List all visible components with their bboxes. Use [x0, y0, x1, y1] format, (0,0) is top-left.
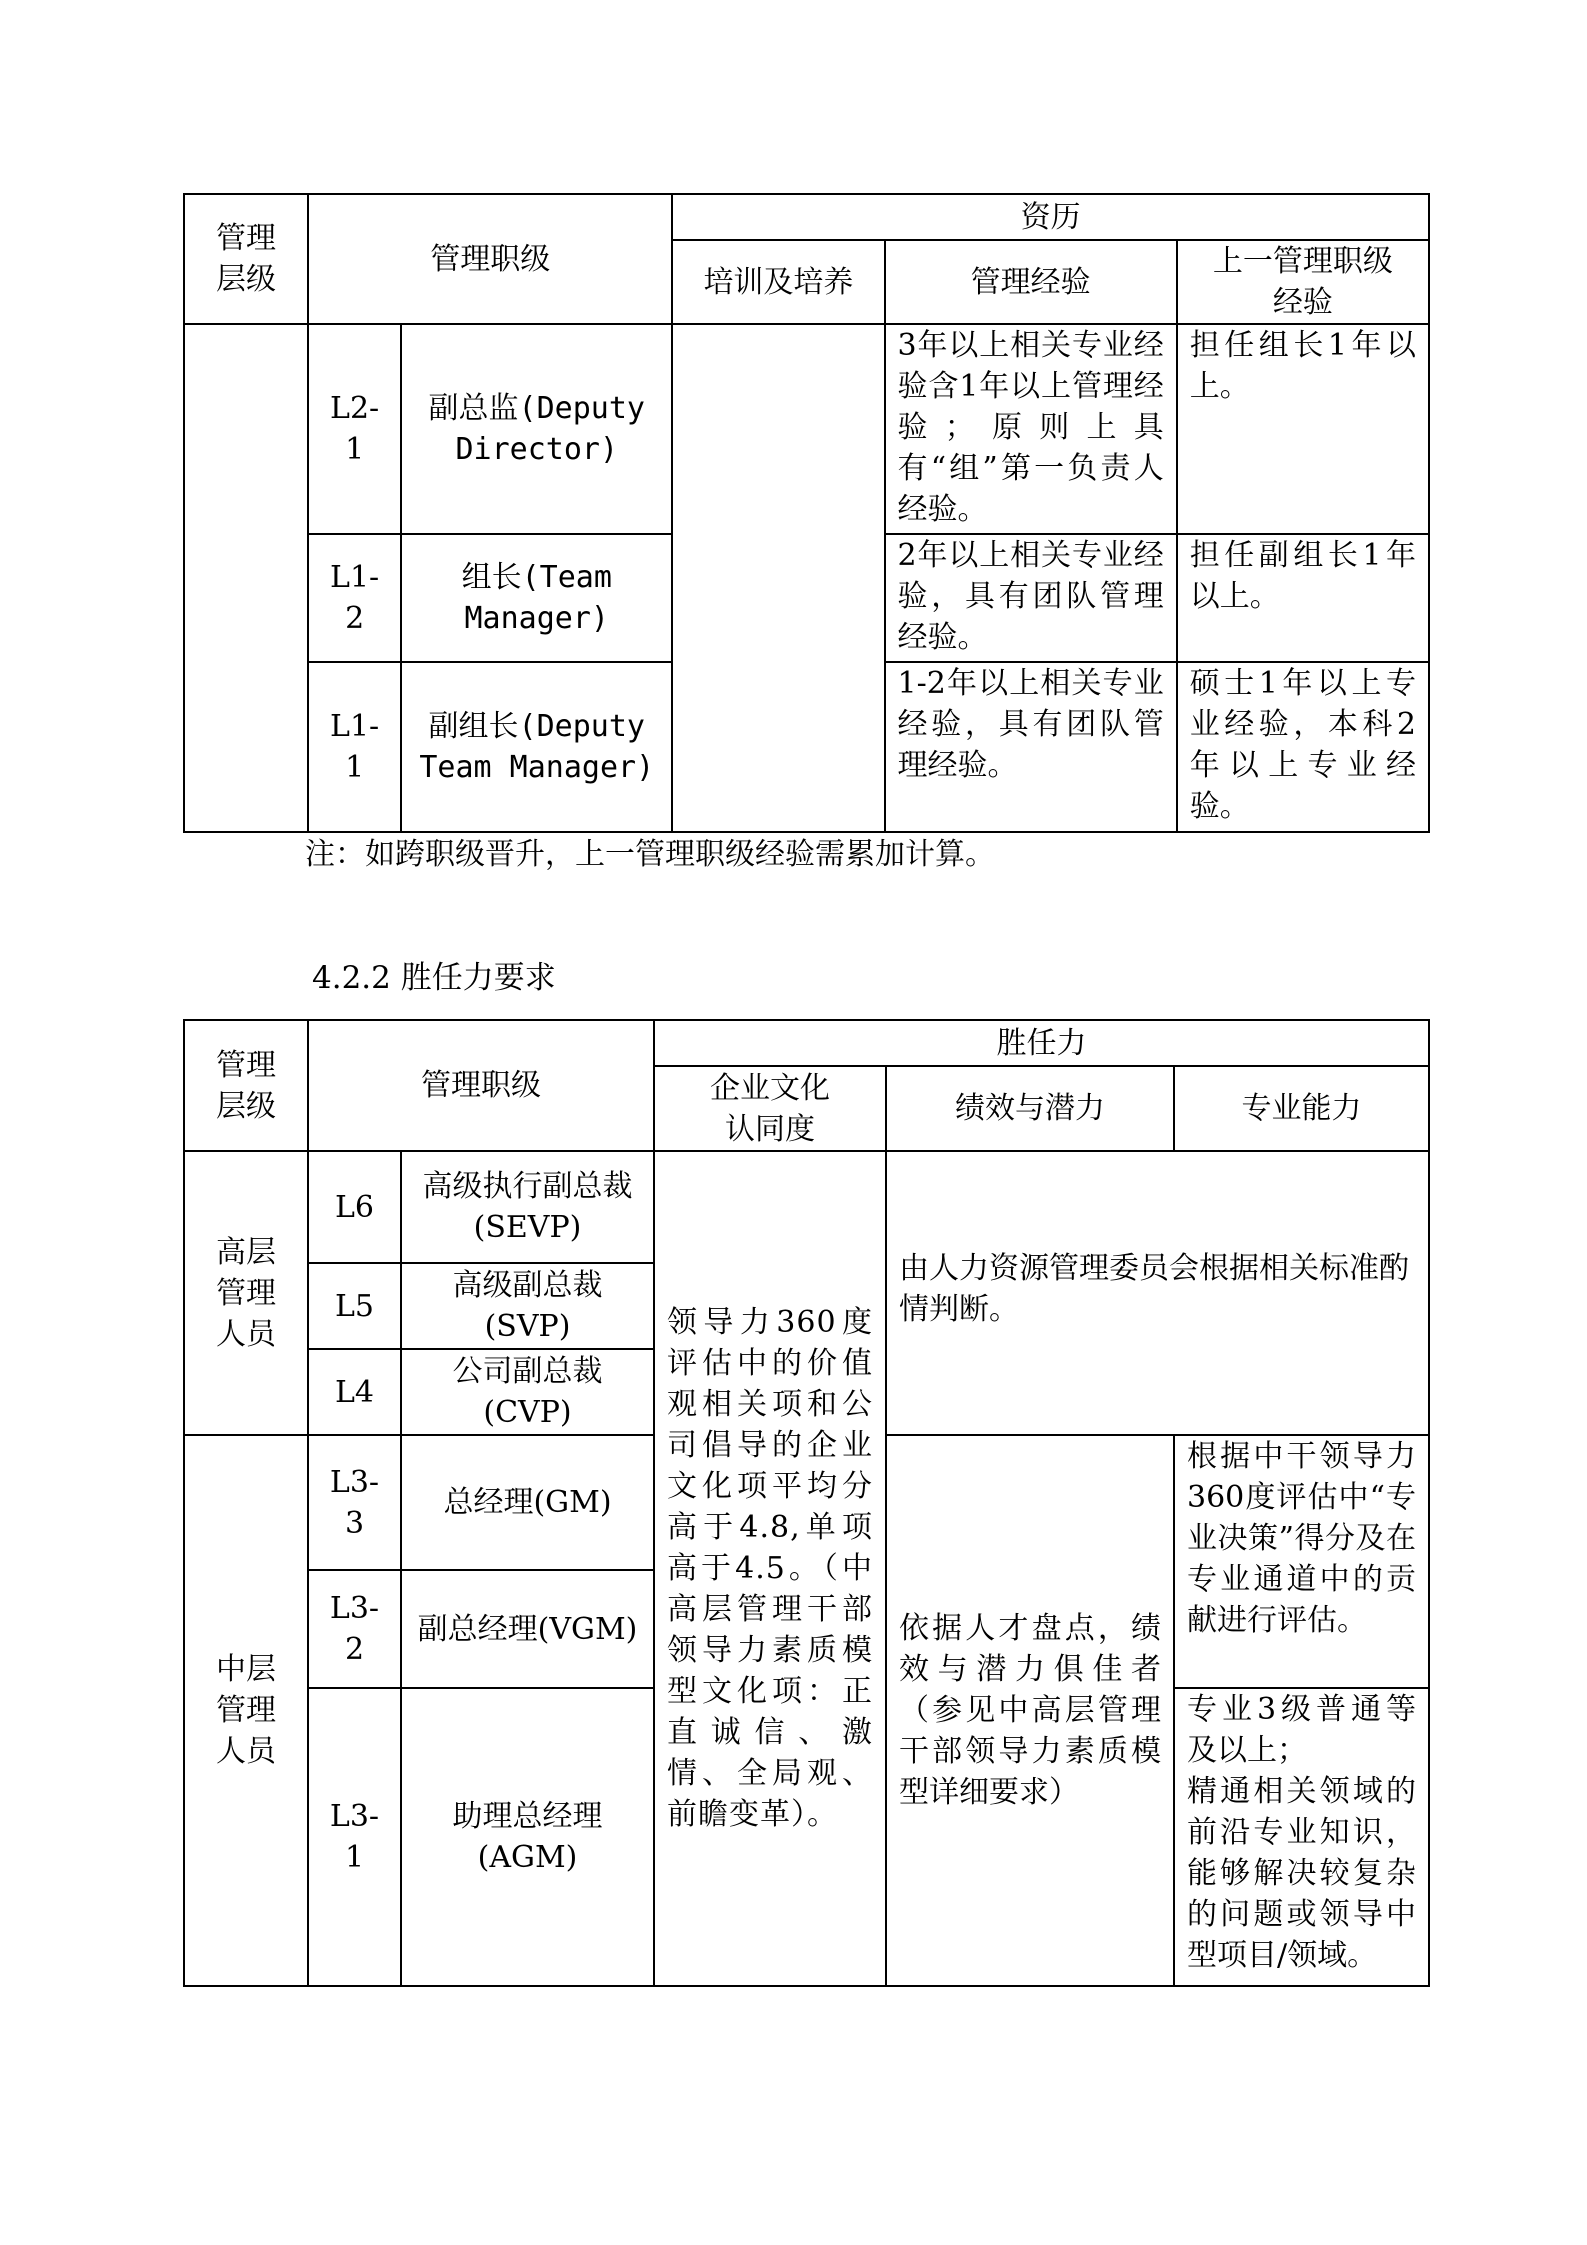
header-grade: 管理职级 [308, 1020, 654, 1151]
prev-experience: 担任副组长1年以上。 [1177, 534, 1429, 662]
grade-code: L1-1 [308, 662, 401, 832]
training-cell-empty [672, 324, 884, 832]
qualification-table [183, 193, 1430, 833]
level-cell-empty [184, 324, 308, 832]
mgmt-experience: 3年以上相关专业经验含1年以上管理经验；原则上具有“组”第一负责人经验。 [885, 324, 1177, 534]
header-culture: 企业文化 认同度 [654, 1066, 886, 1151]
senior-competency: 由人力资源管理委员会根据相关标准酌情判断。 [886, 1151, 1429, 1435]
middle-level-label: 中层 管理 人员 [184, 1435, 308, 1986]
header-prev-grade-experience: 上一管理职级 经验 [1177, 240, 1429, 324]
prev-experience: 硕士1年以上专业经验，本科2年以上专业经验。 [1177, 662, 1429, 832]
table-note: 注：如跨职级晋升，上一管理职级经验需累加计算。 [305, 837, 995, 872]
header-qualification: 资历 [672, 194, 1429, 240]
header-level: 管理 层级 [184, 194, 308, 324]
grade-title: 副总经理(VGM) [401, 1570, 654, 1688]
middle-professional-lower: 专业3级普通等及以上； 精通相关领域的前沿专业知识，能够解决较复杂的问题或领导中型项目/领域。 [1174, 1688, 1429, 1986]
grade-title: 高级执行副总裁 (SEVP) [401, 1151, 654, 1263]
header-training: 培训及培养 [672, 240, 884, 324]
grade-code: L5 [308, 1263, 401, 1349]
header-performance: 绩效与潜力 [886, 1066, 1174, 1151]
prev-experience: 担任组长1年以上。 [1177, 324, 1429, 534]
grade-title: 公司副总裁 (CVP) [401, 1349, 654, 1435]
grade-code: L2-1 [308, 324, 401, 534]
middle-professional-upper: 根据中干领导力360度评估中“专业决策”得分及在专业通道中的贡献进行评估。 [1174, 1435, 1429, 1688]
grade-title: 副组长(Deputy Team Manager) [401, 662, 672, 832]
grade-code: L3-3 [308, 1435, 401, 1570]
mgmt-experience: 2年以上相关专业经验，具有团队管理经验。 [885, 534, 1177, 662]
grade-title: 助理总经理 (AGM) [401, 1688, 654, 1986]
grade-title: 组长(Team Manager) [401, 534, 672, 662]
grade-title: 副总监(Deputy Director) [401, 324, 672, 534]
grade-code: L4 [308, 1349, 401, 1435]
header-mgmt-experience: 管理经验 [885, 240, 1177, 324]
senior-level-label: 高层 管理 人员 [184, 1151, 308, 1435]
grade-code: L3-1 [308, 1688, 401, 1986]
middle-performance: 依据人才盘点，绩效与潜力俱佳者（参见中高层管理干部领导力素质模型详细要求） [886, 1435, 1174, 1986]
competency-table [183, 1019, 1430, 1987]
table-row [184, 324, 1429, 534]
grade-title: 总经理(GM) [401, 1435, 654, 1570]
grade-code: L3-2 [308, 1570, 401, 1688]
section-heading: 4.2.2 胜任力要求 [312, 960, 556, 996]
header-competency: 胜任力 [654, 1020, 1429, 1066]
mgmt-experience: 1-2年以上相关专业经验，具有团队管理经验。 [885, 662, 1177, 832]
header-grade: 管理职级 [308, 194, 672, 324]
culture-requirement: 领导力360度评估中的价值观相关项和公司倡导的企业文化项平均分高于4.8,单项高于4.5。（中高层管理干部领导力素质模型文化项：正直诚信、激情、全局观、前瞻变革）。 [654, 1151, 886, 1986]
grade-title: 高级副总裁 (SVP) [401, 1263, 654, 1349]
grade-code: L6 [308, 1151, 401, 1263]
header-level: 管理 层级 [184, 1020, 308, 1151]
header-professional: 专业能力 [1174, 1066, 1429, 1151]
grade-code: L1-2 [308, 534, 401, 662]
table-row [184, 1151, 1429, 1263]
